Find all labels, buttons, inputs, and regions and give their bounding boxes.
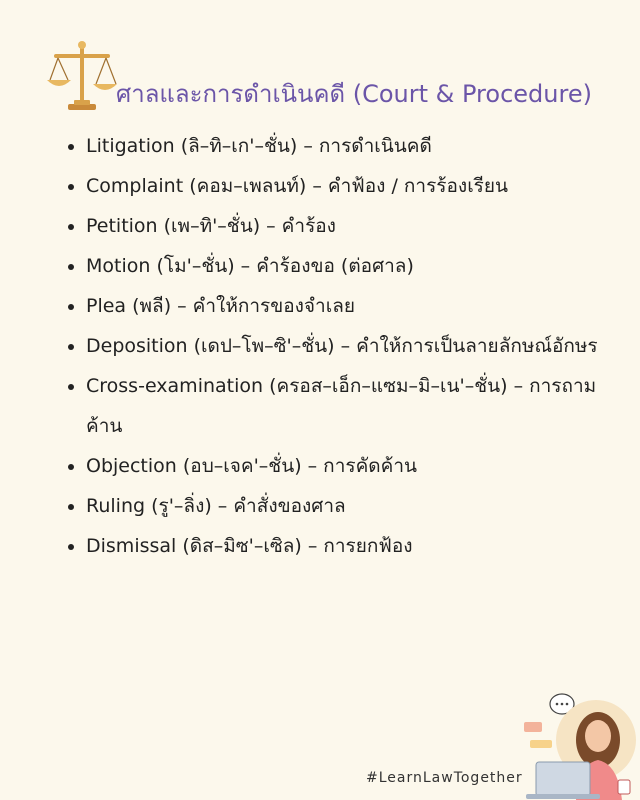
header (44, 40, 624, 120)
page-title: ศาลและการดำเนินคดี (Court & Procedure) (116, 80, 592, 108)
terms-list (64, 126, 604, 566)
list-item: Dismissal (ดิส–มิซ'–เซิล) – การยกฟ้อง (64, 526, 604, 566)
list-item: Complaint (คอม–เพลนท์) – คำฟ้อง / การร้องเรียน (64, 166, 604, 206)
list-item: Petition (เพ–ทิ'–ชั่น) – คำร้อง (64, 206, 604, 246)
list-item: Ruling (รู'–ลิ่ง) – คำสั่งของศาล (64, 486, 604, 526)
list-item: Cross-examination (ครอส–เอ็ก–แซม–มิ–เน'–ชั่น) – การถามค้าน (64, 366, 604, 446)
woman-with-laptop-icon (518, 690, 640, 800)
scales-of-justice-icon (44, 40, 120, 116)
list-item: Plea (พลี) – คำให้การของจำเลย (64, 286, 604, 326)
list-item: Objection (อบ–เจค'–ชั่น) – การคัดค้าน (64, 446, 604, 486)
list-item: Motion (โม'–ชั่น) – คำร้องขอ (ต่อศาล) (64, 246, 604, 286)
hashtag-label: #LearnLawTogether (366, 770, 523, 786)
list-item: Deposition (เดป–โพ–ซิ'–ชั่น) – คำให้การเป็นลายลักษณ์อักษร (64, 326, 604, 366)
list-item: Litigation (ลิ–ทิ–เก'–ชั่น) – การดำเนินคดี (64, 126, 604, 166)
